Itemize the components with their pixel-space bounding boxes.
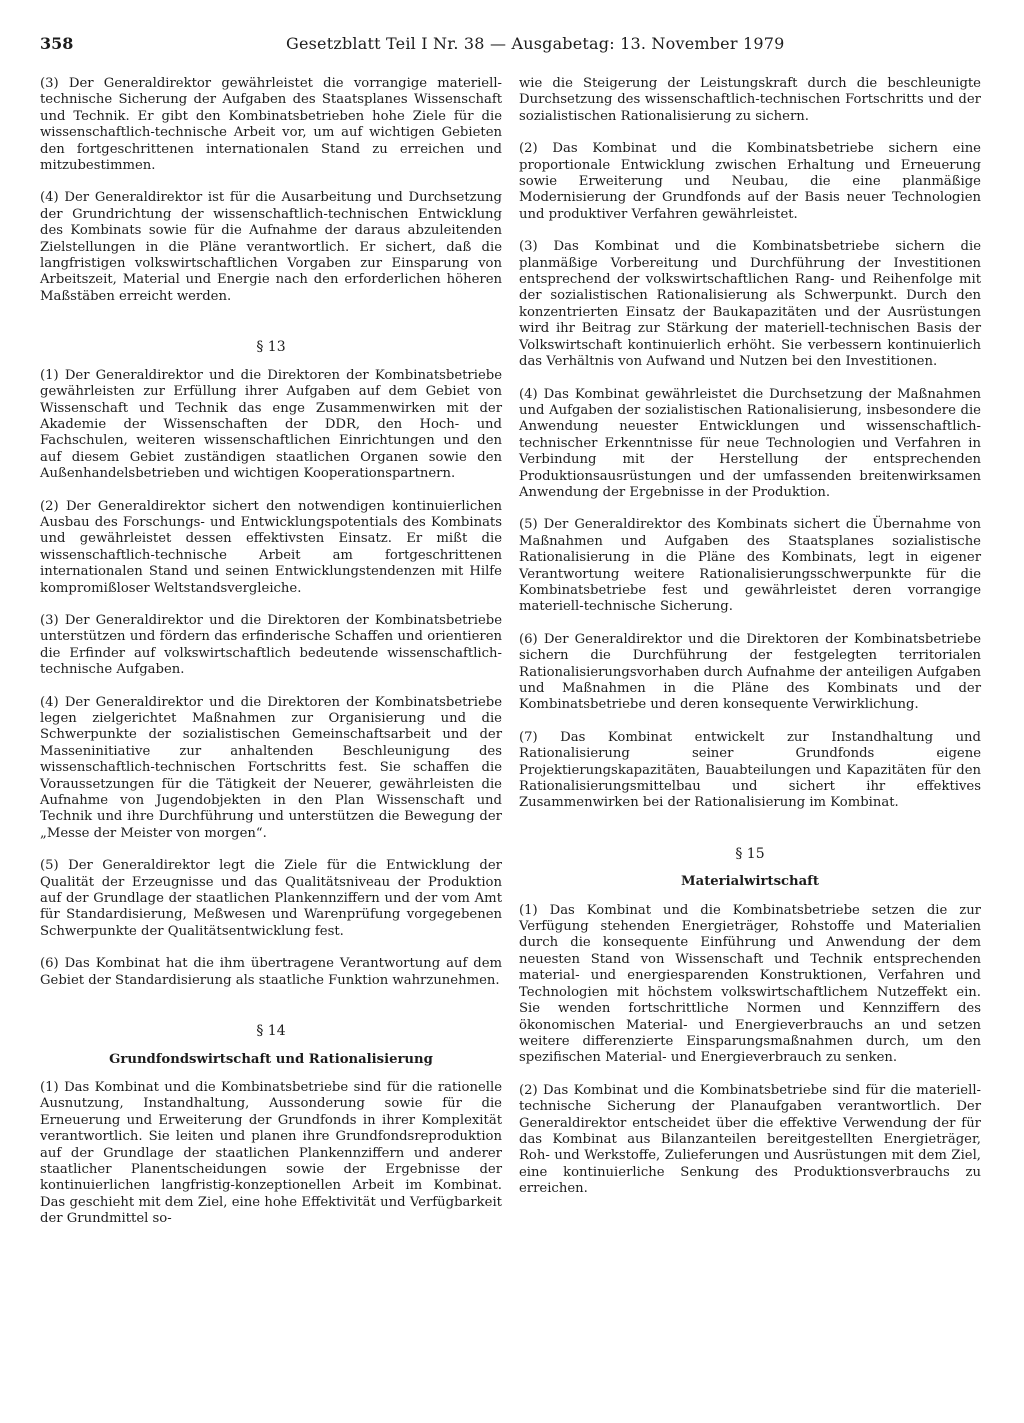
- paragraph: (4) Das Kombinat gewährleistet die Durchsetzung der Maßnahmen und Aufgaben der sozialistischen Rationalisierung, insbesondere die Anwendung neuester Entwicklungen und wissenschaftlich-technischer Erkenntnisse für neue Technologien und Verfahren in Verbindung mit der Herstellung der entsprechenden Produktionsausrüstungen und der umfassenden breitenwirksamen Anwendung der Ergebnisse in der Produktion.: [519, 386, 981, 500]
- left-column: [40, 76, 502, 1244]
- section-14-title: Grundfondswirtschaft und Rationalisierung: [109, 1051, 433, 1067]
- paragraph: wie die Steigerung der Leistungskraft durch die beschleunigte Durchsetzung des wissenschaftlich-technischen Fortschritts und der sozialistischen Rationalisierung zu sichern.: [519, 76, 981, 124]
- page-number: 358: [40, 34, 74, 53]
- section-15-heading: § 15: [735, 845, 765, 862]
- paragraph: (4) Der Generaldirektor und die Direktoren der Kombinatsbetriebe legen zielgerichtet Maßnahmen zur Organisierung und die Schwerpunkte der sozialistischen Gemeinschaftsarbeit und der Masseninitiative zur anhaltenden Beschleunigung des wissenschaftlich-technischen Fortschritts fest. Sie schaffen die Voraussetzungen für die Tätigkeit der Neuerer, gewährleisten die Aufnahme von Jugendobjekten in den Plan Wissenschaft und Technik und ihre Durchführung und unterstützen die Bewegung der „Messe der Meister von morgen“.: [40, 694, 502, 841]
- paragraph: (7) Das Kombinat entwickelt zur Instandhaltung und Rationalisierung seiner Grundfonds eigene Projektierungskapazitäten, Bauabteilungen und Kapazitäten für den Rationalisierungsmittelbau und sichert ihr effektives Zusammenwirken bei der Rationalisierung im Kombinat.: [519, 729, 981, 811]
- paragraph: (5) Der Generaldirektor legt die Ziele für die Entwicklung der Qualität der Erzeugnisse und das Qualitätsniveau der Produktion auf der Grundlage der staatlichen Plankennziffern und der vom Amt für Standardisierung, Meßwesen und Warenprüfung vorgegebenen Schwerpunkte der Qualitätsentwicklung fest.: [40, 858, 502, 939]
- right-column: [519, 76, 981, 1214]
- paragraph: (1) Der Generaldirektor und die Direktoren der Kombinatsbetriebe gewährleisten zur Erfüllung ihrer Aufgaben auf dem Gebiet von Wissenschaft und Technik das enge Zusammenwirken mit der Akademie der Wissenschaften der DDR, den Hoch- und Fachschulen, weiteren wissenschaftlichen Einrichtungen und den auf diesem Gebiet zuständigen staatlichen Organen sowie den Außenhandelsbetrieben und wichtigen Kooperationspartnern.: [40, 367, 502, 482]
- paragraph: (2) Das Kombinat und die Kombinatsbetriebe sichern eine proportionale Entwicklung zwischen Erhaltung und Erneuerung sowie Erweiterung und Neubau, die eine planmäßige Modernisierung der Grundfonds auf der Basis neuer Technologien und produktiver Verfahren gewährleistet.: [519, 141, 981, 222]
- paragraph: (2) Der Generaldirektor sichert den notwendigen kontinuierlichen Ausbau des Forschungs- und Entwicklungspotentials des Kombinats und gewährleistet dessen effektivsten Einsatz. Er mißt die wissenschaftlich-technische Arbeit am fortgeschrittenen internationalen Stand und seinen Entwicklungstendenzen mit Hilfe kompromißloser Weltstandsvergleiche.: [40, 498, 502, 596]
- paragraph: (6) Der Generaldirektor und die Direktoren der Kombinatsbetriebe sichern die Durchführung der festgelegten territorialen Rationalisierungsvorhaben durch Aufnahme der anteiligen Aufgaben und Maßnahmen in die Pläne des Kombinats und der Kombinatsbetriebe und deren konsequente Verwirklichung.: [519, 631, 981, 713]
- section-15-title: Materialwirtschaft: [681, 874, 819, 890]
- running-head: Gesetzblatt Teil I Nr. 38 — Ausgabetag: 13. November 1979: [286, 34, 785, 53]
- paragraph: (3) Das Kombinat und die Kombinatsbetriebe sichern die planmäßige Vorbereitung und Durchführung der Investitionen entsprechend der volkswirtschaftlichen Rang- und Reihenfolge mit der sozialistischen Rationalisierung als Schwerpunkt. Durch den konzentrierten Einsatz der Baukapazitäten und der Ausrüstungen wird ihr Beitrag zur Stärkung der materiell-technischen Basis der Volkswirtschaft kontinuierlich erhöht. Sie verbessern kontinuierlich das Verhältnis von Aufwand und Nutzen bei den Investitionen.: [519, 239, 981, 370]
- section-13-heading: § 13: [256, 339, 286, 356]
- paragraph: (3) Der Generaldirektor und die Direktoren der Kombinatsbetriebe unterstützen und fördern das erfinderische Schaffen und orientieren die Erfinder auf volkswirtschaftlich bedeutende wissenschaftlich-technische Aufgaben.: [40, 612, 502, 678]
- paragraph: (1) Das Kombinat und die Kombinatsbetriebe sind für die rationelle Ausnutzung, Instandhaltung, Aussonderung sowie für die Erneuerung und Erweiterung der Grundfonds in ihrer Komplexität verantwortlich. Sie leiten und planen ihre Grundfondsreproduktion auf der Grundlage der staatlichen Plankennziffern und anderer staatlicher Planentscheidungen sowie der Ergebnisse der kontinuierlichen langfristig-konzeptionellen Arbeit im Kombinat. Das geschieht mit dem Ziel, eine hohe Effektivität und Verfügbarkeit der Grundmittel so-: [40, 1079, 502, 1227]
- paragraph: (5) Der Generaldirektor des Kombinats sichert die Übernahme von Maßnahmen und Aufgaben des Staatsplanes sozialistische Rationalisierung in die Pläne des Kombinats, legt in eigener Verantwortung weitere Rationalisierungsschwerpunkte für die Kombinatsbetriebe fest und gewährleistet deren vorrangige materiell-technische Sicherung.: [519, 517, 981, 615]
- paragraph: (2) Das Kombinat und die Kombinatsbetriebe sind für die materiell-technische Sicherung der Planaufgaben verantwortlich. Der Generaldirektor entscheidet über die effektive Verwendung der für das Kombinat aus Bilanzanteilen bereitgestellten Energieträger, Roh- und Werkstoffe, Zulieferungen und Ausrüstungen mit dem Ziel, eine kontinuierliche Senkung des Produktionsverbrauchs zu erreichen.: [519, 1082, 981, 1197]
- section-14-heading: § 14: [256, 1023, 286, 1040]
- paragraph: (6) Das Kombinat hat die ihm übertragene Verantwortung auf dem Gebiet der Standardisierung als staatliche Funktion wahrzunehmen.: [40, 956, 502, 988]
- paragraph: (1) Das Kombinat und die Kombinatsbetriebe setzen die zur Verfügung stehenden Energieträger, Rohstoffe und Materialien durch die konsequente Einführung und Anwendung der dem neuesten Stand von Wissenschaft und Technik entsprechenden material- und energiesparenden Konstruktionen, Verfahren und Technologien mit höchstem volkswirtschaftlichem Nutzeffekt ein. Sie wenden fortschrittliche Normen und Kennziffern des ökonomischen Material- und Energieverbrauchs an und setzen weitere differenzierte Einsparungsmaßnahmen durch, um den spezifischen Material- und Energieverbrauch zu senken.: [519, 902, 981, 1066]
- paragraph: (4) Der Generaldirektor ist für die Ausarbeitung und Durchsetzung der Grundrichtung der wissenschaftlich-technischen Entwicklung des Kombinats sowie für die Aufnahme der daraus abzuleitenden Zielstellungen in die Pläne verantwortlich. Er sichert, daß die langfristigen volkswirtschaftlichen Vorgaben zur Einsparung von Arbeitszeit, Material und Energie nach den erforderlichen höheren Maßstäben erreicht werden.: [40, 190, 502, 304]
- paragraph: (3) Der Generaldirektor gewährleistet die vorrangige materiell-technische Sicherung der Aufgaben des Staatsplanes Wissenschaft und Technik. Er gibt den Kombinatsbetrieben hohe Ziele für die wissenschaftlich-technische Arbeit vor, um auf wichtigen Gebieten den fortgeschrittenen internationalen Stand zu erreichen und mitzubestimmen.: [40, 76, 502, 174]
